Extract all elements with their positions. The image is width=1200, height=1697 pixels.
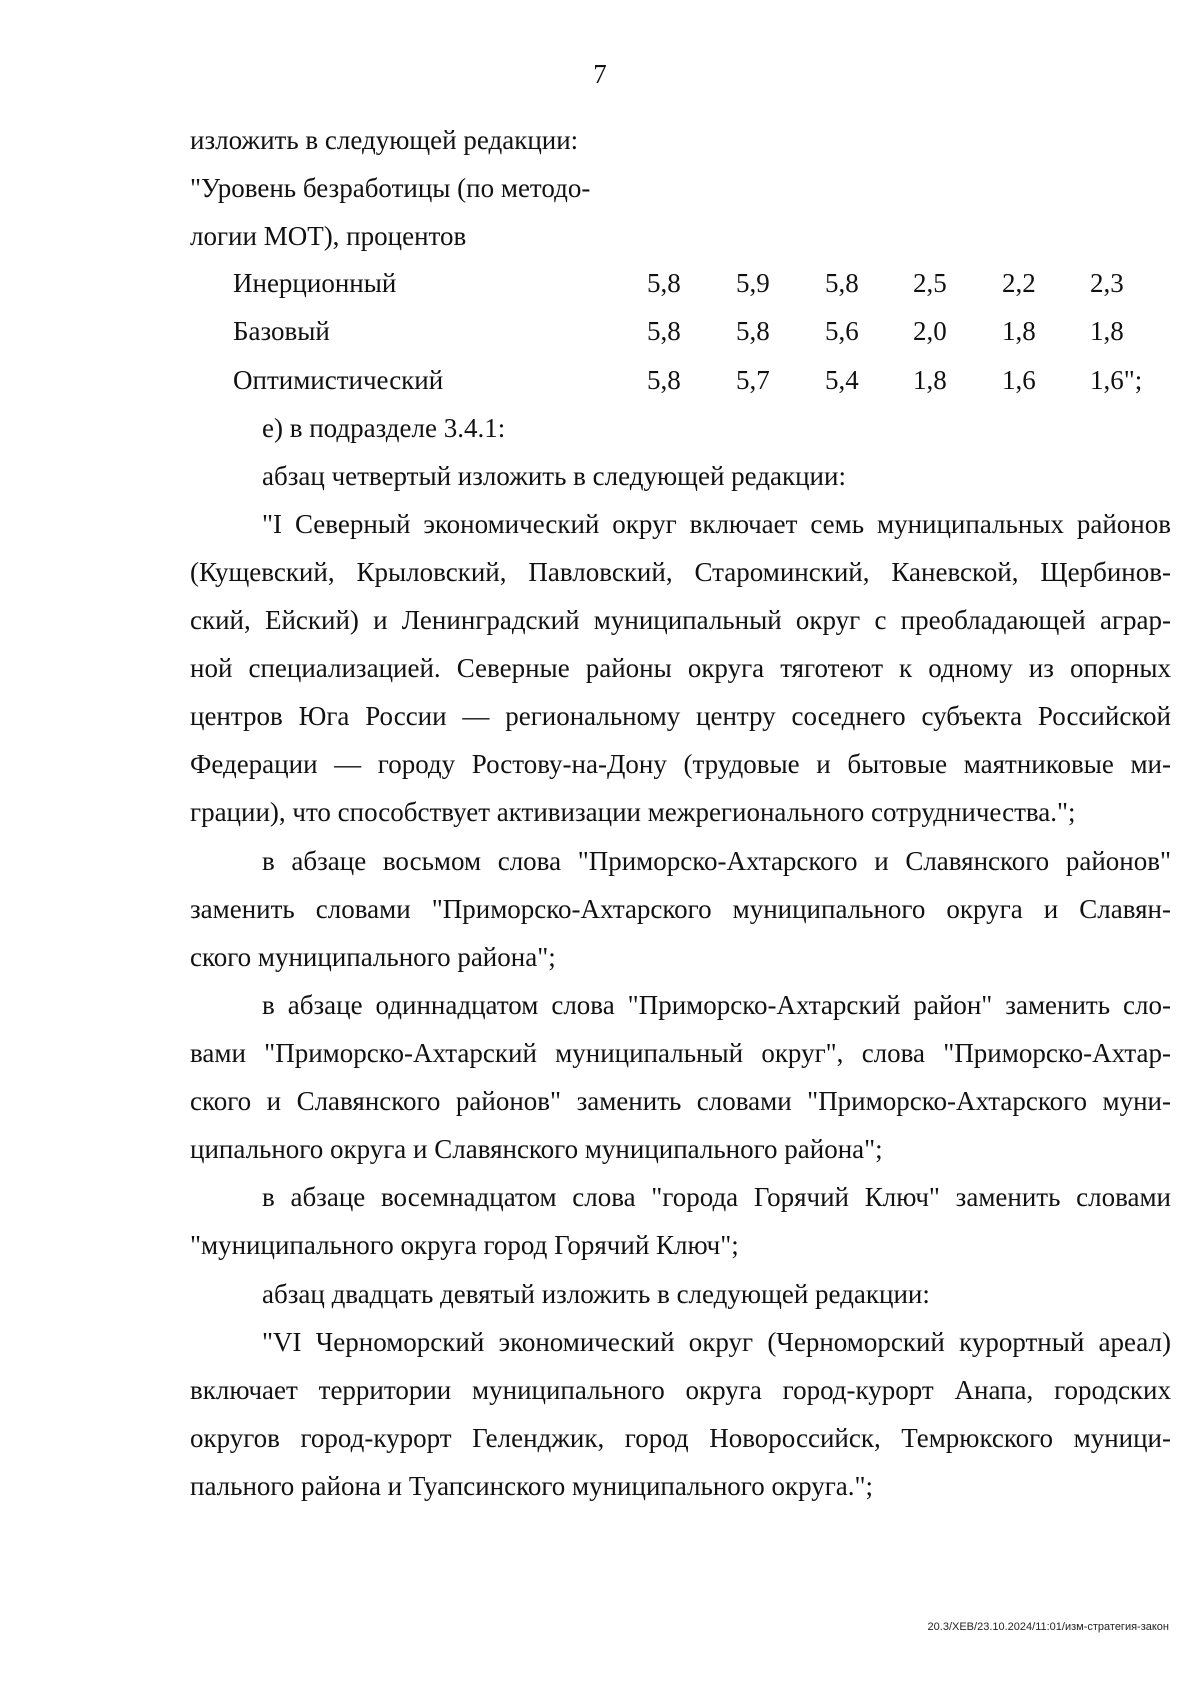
paragraph-line: в абзаце восьмом слова "Приморско-Ахтарского и Славянского районов" — [262, 846, 1171, 876]
paragraph-line: пального района и Туапсинского муниципального округа."; — [190, 1471, 874, 1501]
document-code: 20.3/ХЕВ/23.10.2024/11:01/изм-стратегия-закон — [927, 1621, 1169, 1633]
paragraph-line: ной специализацией. Северные районы округа тяготеют к одному из опорных — [190, 653, 1171, 683]
paragraph-line: вами "Приморско-Ахтарский муниципальный округ", слова "Приморско-Ахтар- — [190, 1038, 1171, 1068]
paragraph-instruction: абзац четвертый изложить в следующей редакции: — [262, 461, 846, 491]
scenario-value: 5,9 — [736, 268, 770, 298]
paragraph-line: Федерации — городу Ростову-на-Дону (трудовые и бытовые маятниковые ми- — [190, 749, 1171, 779]
paragraph-line: ского муниципального района"; — [190, 942, 556, 972]
scenario-label: Базовый — [233, 316, 330, 346]
scenario-value: 2,5 — [913, 268, 947, 298]
subsection-heading: е) в подразделе 3.4.1: — [262, 413, 506, 443]
intro-line-1: изложить в следующей редакции: — [190, 125, 579, 155]
paragraph-line: в абзаце восемнадцатом слова "города Горячий Ключ" заменить словами — [262, 1182, 1171, 1212]
intro-line-3: логии МОТ), процентов — [190, 221, 467, 251]
paragraph-line: заменить словами "Приморско-Ахтарского муниципального округа и Славян- — [190, 894, 1171, 924]
paragraph-line: округов город-курорт Геленджик, город Новороссийск, Темрюкского муници- — [190, 1423, 1171, 1453]
scenario-label: Инерционный — [233, 268, 397, 298]
paragraph-line: (Кущевский, Крыловский, Павловский, Староминский, Каневской, Щербинов- — [190, 557, 1171, 587]
scenario-value: 5,8 — [647, 316, 681, 346]
paragraph-line: ципального округа и Славянского муниципального района"; — [190, 1134, 883, 1164]
scenario-value: 5,8 — [736, 316, 770, 346]
scenario-value: 5,8 — [647, 365, 681, 395]
scenario-row-optimistic — [0, 362, 1200, 398]
paragraph-line: центров Юга России — региональному центру соседнего субъекта Российской — [190, 701, 1171, 731]
scenario-row-base — [0, 313, 1200, 349]
paragraph-line: ский, Ейский) и Ленинградский муниципальный округ с преобладающей аграр- — [190, 605, 1171, 635]
scenario-value: 1,8 — [913, 365, 947, 395]
scenario-value: 5,7 — [736, 365, 770, 395]
scenario-label: Оптимистический — [233, 365, 444, 395]
scenario-value: 2,2 — [1002, 268, 1036, 298]
scenario-value: 5,8 — [825, 268, 859, 298]
paragraph-line: грации), что способствует активизации межрегионального сотрудничества."; — [190, 797, 1076, 827]
scenario-value: 5,8 — [647, 268, 681, 298]
scenario-row-inertial — [0, 265, 1200, 301]
scenario-value: 1,6 — [1002, 365, 1036, 395]
page-number: 7 — [593, 59, 607, 89]
paragraph-line: в абзаце одиннадцатом слова "Приморско-Ахтарский район" заменить сло- — [262, 990, 1171, 1020]
scenario-value: 2,0 — [913, 316, 947, 346]
scenario-value: 1,8 — [1002, 316, 1036, 346]
paragraph-line: "I Северный экономический округ включает семь муниципальных районов — [262, 509, 1171, 539]
paragraph-line: "муниципального округа город Горячий Ключ"; — [190, 1230, 739, 1260]
scenario-value: 5,4 — [825, 365, 859, 395]
paragraph-line: "VI Черноморский экономический округ (Черноморский курортный ареал) — [262, 1327, 1171, 1357]
scenario-value: 1,8 — [1090, 316, 1124, 346]
paragraph-line: ского и Славянского районов" заменить словами "Приморско-Ахтарского муни- — [190, 1086, 1171, 1116]
intro-line-2: "Уровень безработицы (по методо- — [190, 173, 591, 203]
scenario-value: 5,6 — [825, 316, 859, 346]
paragraph-line: включает территории муниципального округа город-курорт Анапа, городских — [190, 1375, 1171, 1405]
scenario-value: 2,3 — [1090, 268, 1124, 298]
scenario-value: 1,6"; — [1090, 365, 1143, 395]
paragraph-instruction: абзац двадцать девятый изложить в следующей редакции: — [262, 1279, 930, 1309]
